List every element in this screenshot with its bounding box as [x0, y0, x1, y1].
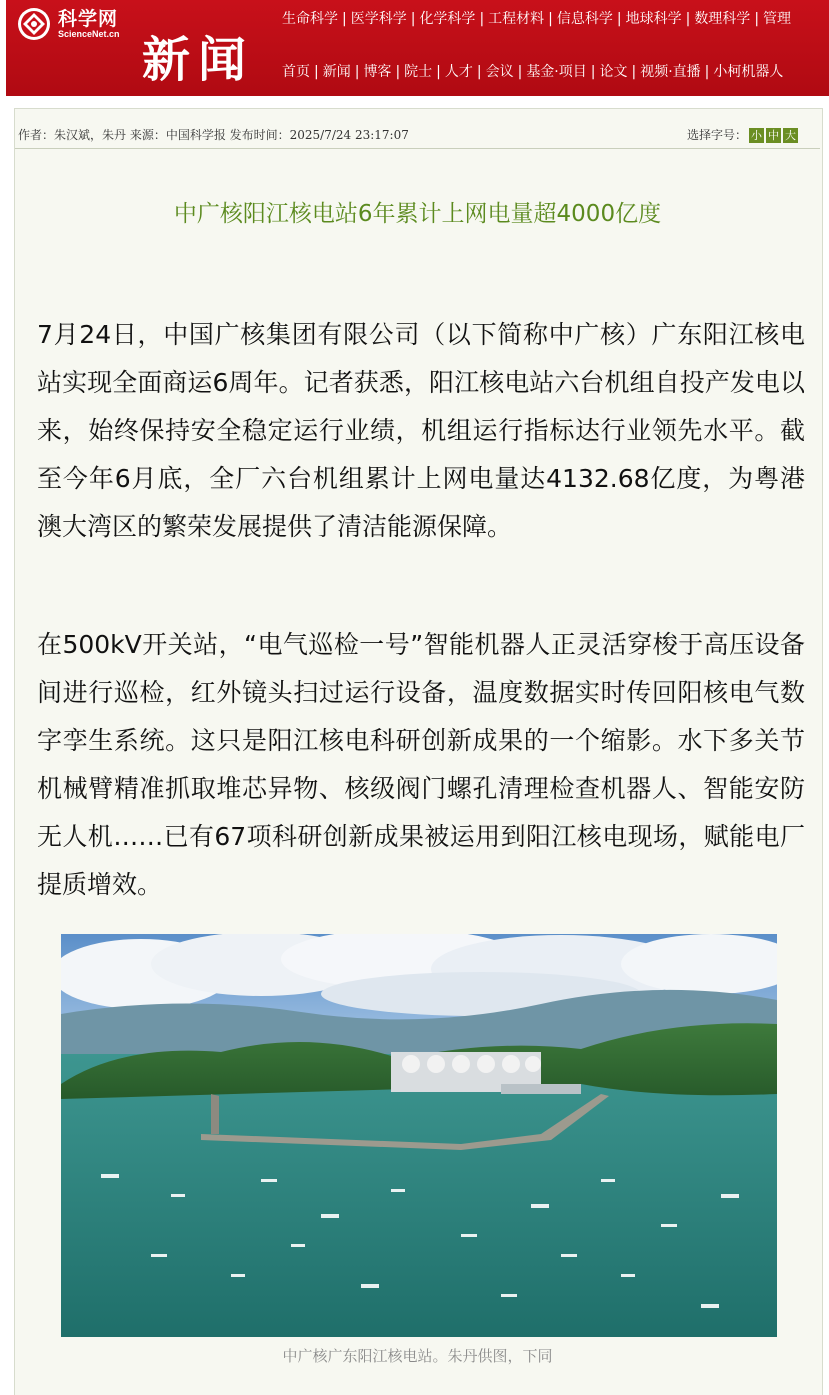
logo-cn-text: 科学网 [58, 8, 119, 30]
nav-blog[interactable]: 博客 [363, 64, 392, 80]
site-logo[interactable] [16, 4, 120, 44]
logo-en-text: ScienceNet.cn [58, 29, 120, 39]
nav-xiaoke-robot[interactable]: 小柯机器人 [713, 64, 784, 80]
nav-talent[interactable]: 人才 [444, 64, 473, 80]
nav-conferences[interactable]: 会议 [485, 64, 514, 80]
article-paragraph-2: 在500kV开关站，“电气巡检一号”智能机器人正灵活穿梭于高压设备间进行巡检，红外镜头扫过运行设备，温度数据实时传回阳核电气数字孪生系统。这只是阳江核电科研创新成果的一个缩影。水下多关节机械臂精准抓取堆芯异物、核级阀门螺孔清理检查机器人、智能安防无人机……已有67项科研创新成果被运用到阳江核电现场，赋能电厂提质增效。 [37, 630, 805, 899]
article-title: 中广核阳江核电站6年累计上网电量超4000亿度 [173, 201, 662, 227]
nav-life-science[interactable]: 生命科学 [282, 11, 338, 27]
nav-academicians[interactable]: 院士 [404, 64, 433, 80]
article-paragraph-1: 7月24日，中国广核集团有限公司（以下简称中广核）广东阳江核电站实现全面商运6周年。记者获悉，阳江核电站六台机组自投产发电以来，始终保持安全稳定运行业绩，机组运行指标达行业领先水平。截至今年6月底，全厂六台机组累计上网电量达4132.68亿度，为粤港澳大湾区的繁荣发展提供了清洁能源保障。 [37, 320, 805, 541]
sciencenet-emblem-icon [16, 6, 52, 42]
nav-medical-science[interactable]: 医学科学 [350, 11, 407, 27]
font-size-large-button[interactable]: 大 [785, 129, 796, 142]
nav-information-science[interactable]: 信息科学 [556, 11, 613, 27]
nav-math-physics[interactable]: 数理科学 [694, 11, 751, 27]
nav-papers[interactable]: 论文 [599, 64, 628, 80]
nav-earth-science[interactable]: 地球科学 [625, 11, 682, 27]
nav-management[interactable]: 管理 [763, 11, 792, 27]
nav-chemical-science[interactable]: 化学科学 [419, 11, 476, 27]
nav-funds-projects[interactable]: 基金·项目 [526, 64, 587, 80]
article-meta-bar [15, 123, 820, 149]
font-size-medium-button[interactable]: 中 [768, 129, 779, 142]
font-size-label: 选择字号： [686, 128, 747, 142]
site-header [6, 0, 829, 96]
section-title: 新闻 [142, 32, 255, 88]
photo-caption: 中广核广东阳江核电站。朱丹供图，下同 [282, 1347, 553, 1365]
main-nav: 首页 | 新闻 | 博客 | 院士 | 人才 | 会议 | 基金·项目 | 论文 | 视频·直播 | 小柯机器人 [282, 64, 784, 80]
article-container [14, 108, 823, 1395]
nav-news[interactable]: 新闻 [322, 64, 351, 80]
nav-video-live[interactable]: 视频·直播 [640, 64, 701, 80]
top-category-nav: 生命科学 | 医学科学 | 化学科学 | 工程材料 | 信息科学 | 地球科学 | 数理科学 | 管理 [282, 11, 792, 27]
article-meta-info: 作者：朱汉斌，朱丹 来源：中国科学报 发布时间：2025/7/24 23:17:07 [18, 128, 409, 142]
font-size-selector [687, 123, 798, 147]
article-photo [61, 934, 777, 1337]
nav-engineering-materials[interactable]: 工程材料 [488, 11, 545, 27]
font-size-small-button[interactable]: 小 [751, 129, 762, 142]
nav-home[interactable]: 首页 [282, 64, 310, 80]
